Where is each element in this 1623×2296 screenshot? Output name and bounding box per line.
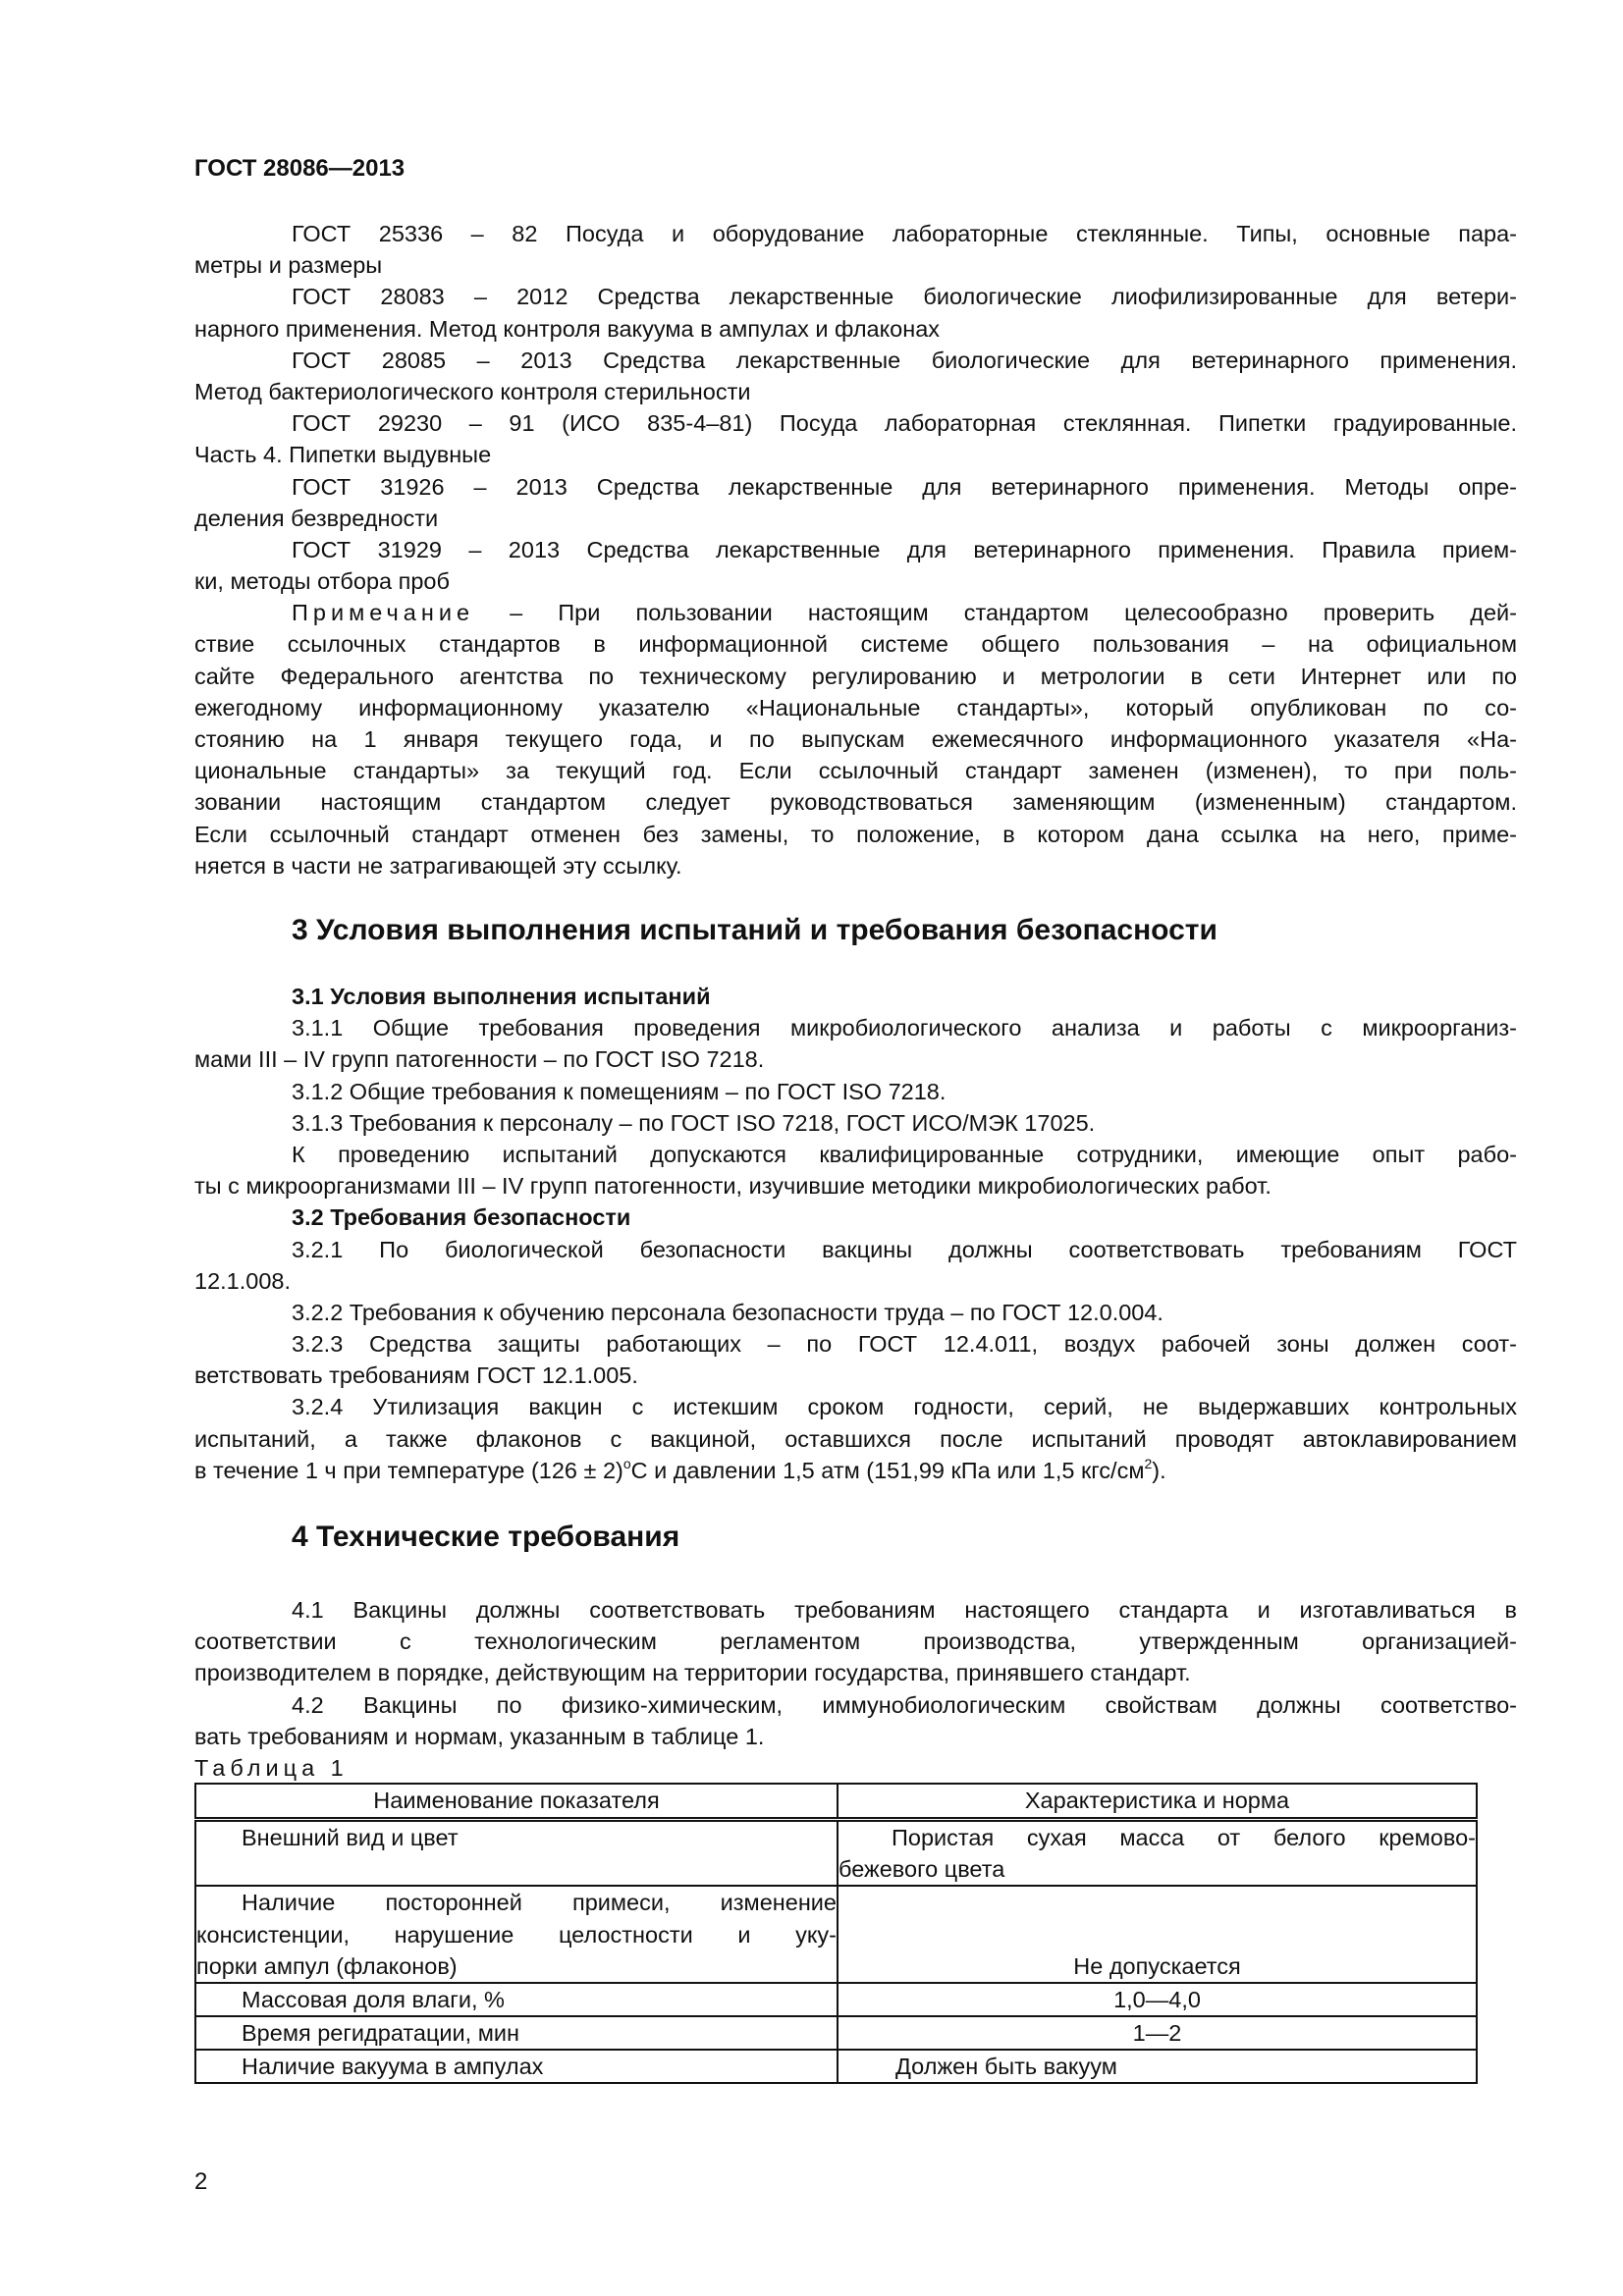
superscript: 2 — [1144, 1455, 1153, 1471]
text-segment: ). — [1152, 1457, 1166, 1483]
paragraph — [194, 218, 1517, 281]
text-segment: в течение 1 ч при температуре (126 ± 2) — [194, 1457, 623, 1483]
text-line: соответствии с технологическим регламентом производства, утвержденным организацией- — [194, 1629, 1517, 1655]
section-4-heading: 4 Технические требования — [292, 1521, 680, 1553]
indicator-cell: Внешний вид и цвет — [242, 1825, 459, 1850]
paragraph — [194, 1297, 1517, 1328]
section-3-body — [194, 981, 1517, 1486]
text-line: ки, методы отбора проб — [194, 568, 450, 595]
text-line: производителем в порядке, действующим на территории государства, принявшего стандарт. — [194, 1660, 1191, 1686]
document-id-header: ГОСТ 28086—2013 — [194, 155, 406, 182]
text-segment: – При пользовании настоящим стандартом целесообразно проверить дей- — [474, 600, 1517, 626]
note-paragraph — [194, 597, 1517, 881]
paragraph — [194, 1391, 1517, 1486]
text-line: ГОСТ 28085 – 2013 Средства лекарственные биологические для ветеринарного применения. — [292, 347, 1517, 373]
indicator-cell: Наличие вакуума в ампулах — [242, 2053, 544, 2079]
text-line: ствие ссылочных стандартов в информационной системе общего пользования – на официальном — [194, 631, 1517, 658]
text-line: мами III – IV групп патогенности – по ГОСТ ISO 7218. — [194, 1046, 765, 1073]
text-line: 3.2.1 По биологической безопасности вакцины должны соответствовать требованиям ГОСТ — [292, 1236, 1517, 1262]
text-line: зовании настоящим стандартом следует руководствоваться заменяющим (измененным) стандартом. — [194, 789, 1517, 816]
text-line: деления безвредности — [194, 505, 439, 531]
indicator-cell-line: Наличие посторонней примеси, изменение — [242, 1890, 837, 1916]
subsection-heading — [194, 1201, 1517, 1233]
text-line: вать требованиям и нормам, указанным в таблице 1. — [194, 1723, 765, 1749]
text-line: 4.2 Вакцины по физико-химическим, иммунобиологическим свойствам должны соответство- — [292, 1691, 1517, 1718]
text-segment: С и давлении 1,5 атм (151,99 кПа или 1,5 кгс/см — [630, 1457, 1145, 1483]
section-3-heading: 3 Условия выполнения испытаний и требования безопасности — [292, 914, 1217, 946]
text-line: 4.1 Вакцины должны соответствовать требованиям настоящего стандарта и изготавливаться в — [292, 1597, 1517, 1623]
text-line: ветствовать требованиям ГОСТ 12.1.005. — [194, 1362, 638, 1389]
text-line: 3.1.2 Общие требования к помещениям – по ГОСТ ISO 7218. — [292, 1078, 947, 1104]
section-4-body — [194, 1594, 1517, 1784]
text-line: ГОСТ 28083 – 2012 Средства лекарственные биологические лиофилизированные для ветери- — [292, 284, 1517, 310]
text-line: няется в части не затрагивающей эту ссылку. — [194, 852, 682, 879]
column-header-indicator: Наименование показателя — [195, 1784, 838, 1820]
paragraph — [194, 281, 1517, 344]
text-line: ГОСТ 29230 – 91 (ИСО 835-4–81) Посуда лабораторная стеклянная. Пипетки градуированные. — [292, 410, 1517, 437]
table-1 — [194, 1783, 1478, 2084]
table-row — [195, 2050, 1477, 2083]
text-line: испытаний, а также флаконов с вакциной, оставшихся после испытаний проводят автоклавированием — [194, 1425, 1517, 1452]
paragraph — [194, 1012, 1517, 1075]
norm-cell-line: бежевого цвета — [839, 1856, 1005, 1883]
norm-cell: 1—2 — [838, 2016, 1477, 2050]
table-caption — [194, 1752, 1517, 1784]
text-line: ежегодному информационному указателю «Национальные стандарты», который опубликован по со- — [194, 694, 1517, 721]
table-row — [195, 2016, 1477, 2050]
text-line — [194, 1455, 1517, 1486]
text-line: 3.1.3 Требования к персоналу – по ГОСТ ISO 7218, ГОСТ ИСО/МЭК 17025. — [292, 1109, 1096, 1136]
normative-references — [194, 218, 1517, 881]
subsection-heading — [194, 981, 1517, 1012]
paragraph — [194, 471, 1517, 534]
table-row — [195, 1983, 1477, 2016]
indicator-cell: Массовая доля влаги, % — [242, 1986, 505, 2012]
text-line: ГОСТ 31926 – 2013 Средства лекарственные для ветеринарного применения. Методы опре- — [292, 473, 1517, 500]
norm-cell: Должен быть вакуум — [838, 2050, 1477, 2083]
note-label: Примечание — [292, 600, 475, 626]
table-row — [195, 1820, 1477, 1887]
paragraph — [194, 1107, 1517, 1139]
indicator-cell-line: порки ампул (флаконов) — [196, 1952, 458, 1979]
text-line: циональные стандарты» за текущий год. Если ссылочный стандарт заменен (изменен), то при поль- — [194, 758, 1517, 784]
text-line: 12.1.008. — [194, 1267, 292, 1294]
table-row — [195, 1886, 1477, 1983]
text-line: 3.1 Условия выполнения испытаний — [292, 984, 711, 1009]
text-line — [194, 597, 1517, 628]
text-line: ГОСТ 31929 – 2013 Средства лекарственные для ветеринарного применения. Правила прием- — [292, 536, 1517, 562]
norm-cell: Не допускается — [838, 1886, 1477, 1983]
text-line: Если ссылочный стандарт отменен без замены, то положение, в котором дана ссылка на него, приме- — [194, 821, 1517, 847]
paragraph — [194, 1234, 1517, 1297]
paragraph — [194, 534, 1517, 597]
paragraph — [194, 1328, 1517, 1391]
table-header-row — [195, 1784, 1477, 1820]
paragraph — [194, 1689, 1517, 1752]
text-line: 3.2.3 Средства защиты работающих – по ГОСТ 12.4.011, воздух рабочей зоны должен соот- — [292, 1331, 1517, 1358]
paragraph — [194, 407, 1517, 470]
page-number: 2 — [194, 2168, 208, 2195]
text-line: ГОСТ 25336 – 82 Посуда и оборудование лабораторные стеклянные. Типы, основные пара- — [292, 221, 1517, 246]
indicator-cell: Время регидратации, мин — [242, 2019, 519, 2046]
text-line: 3.2.2 Требования к обучению персонала безопасности труда – по ГОСТ 12.0.004. — [292, 1299, 1163, 1325]
text-line: 3.2 Требования безопасности — [292, 1204, 631, 1231]
paragraph — [194, 345, 1517, 407]
text-line: метры и размеры — [194, 252, 383, 279]
text-line: 3.1.1 Общие требования проведения микробиологического анализа и работы с микроорганиз- — [292, 1015, 1517, 1041]
text-line: стоянию на 1 января текущего года, и по выпускам ежемесячного информационного указателя «На- — [194, 726, 1517, 752]
text-line: нарного применения. Метод контроля вакуума в ампулах и флаконах — [194, 315, 941, 342]
text-line: сайте Федерального агентства по техническому регулированию и метрологии в сети Интернет или по — [194, 663, 1517, 689]
text-line: ты с микроорганизмами III – IV групп патогенности, изучившие методики микробиологических работ. — [194, 1173, 1271, 1200]
paragraph — [194, 1076, 1517, 1107]
text-line: Часть 4. Пипетки выдувные — [194, 442, 492, 468]
superscript: о — [622, 1455, 631, 1471]
norm-cell: 1,0—4,0 — [838, 1983, 1477, 2016]
text-line: Метод бактериологического контроля стерильности — [194, 378, 751, 404]
paragraph — [194, 1139, 1517, 1201]
text-line: К проведению испытаний допускаются квалифицированные сотрудники, имеющие опыт рабо- — [292, 1141, 1517, 1167]
text-line: Таблица 1 — [194, 1754, 349, 1781]
norm-cell-line: Пористая сухая масса от белого кремово- — [892, 1825, 1476, 1850]
paragraph — [194, 1594, 1517, 1689]
indicator-cell-line: консистенции, нарушение целостности и уку- — [196, 1921, 837, 1948]
text-line: 3.2.4 Утилизация вакцин с истекшим сроком годности, серий, не выдержавших контрольных — [292, 1394, 1517, 1420]
column-header-norm: Характеристика и норма — [838, 1784, 1477, 1820]
